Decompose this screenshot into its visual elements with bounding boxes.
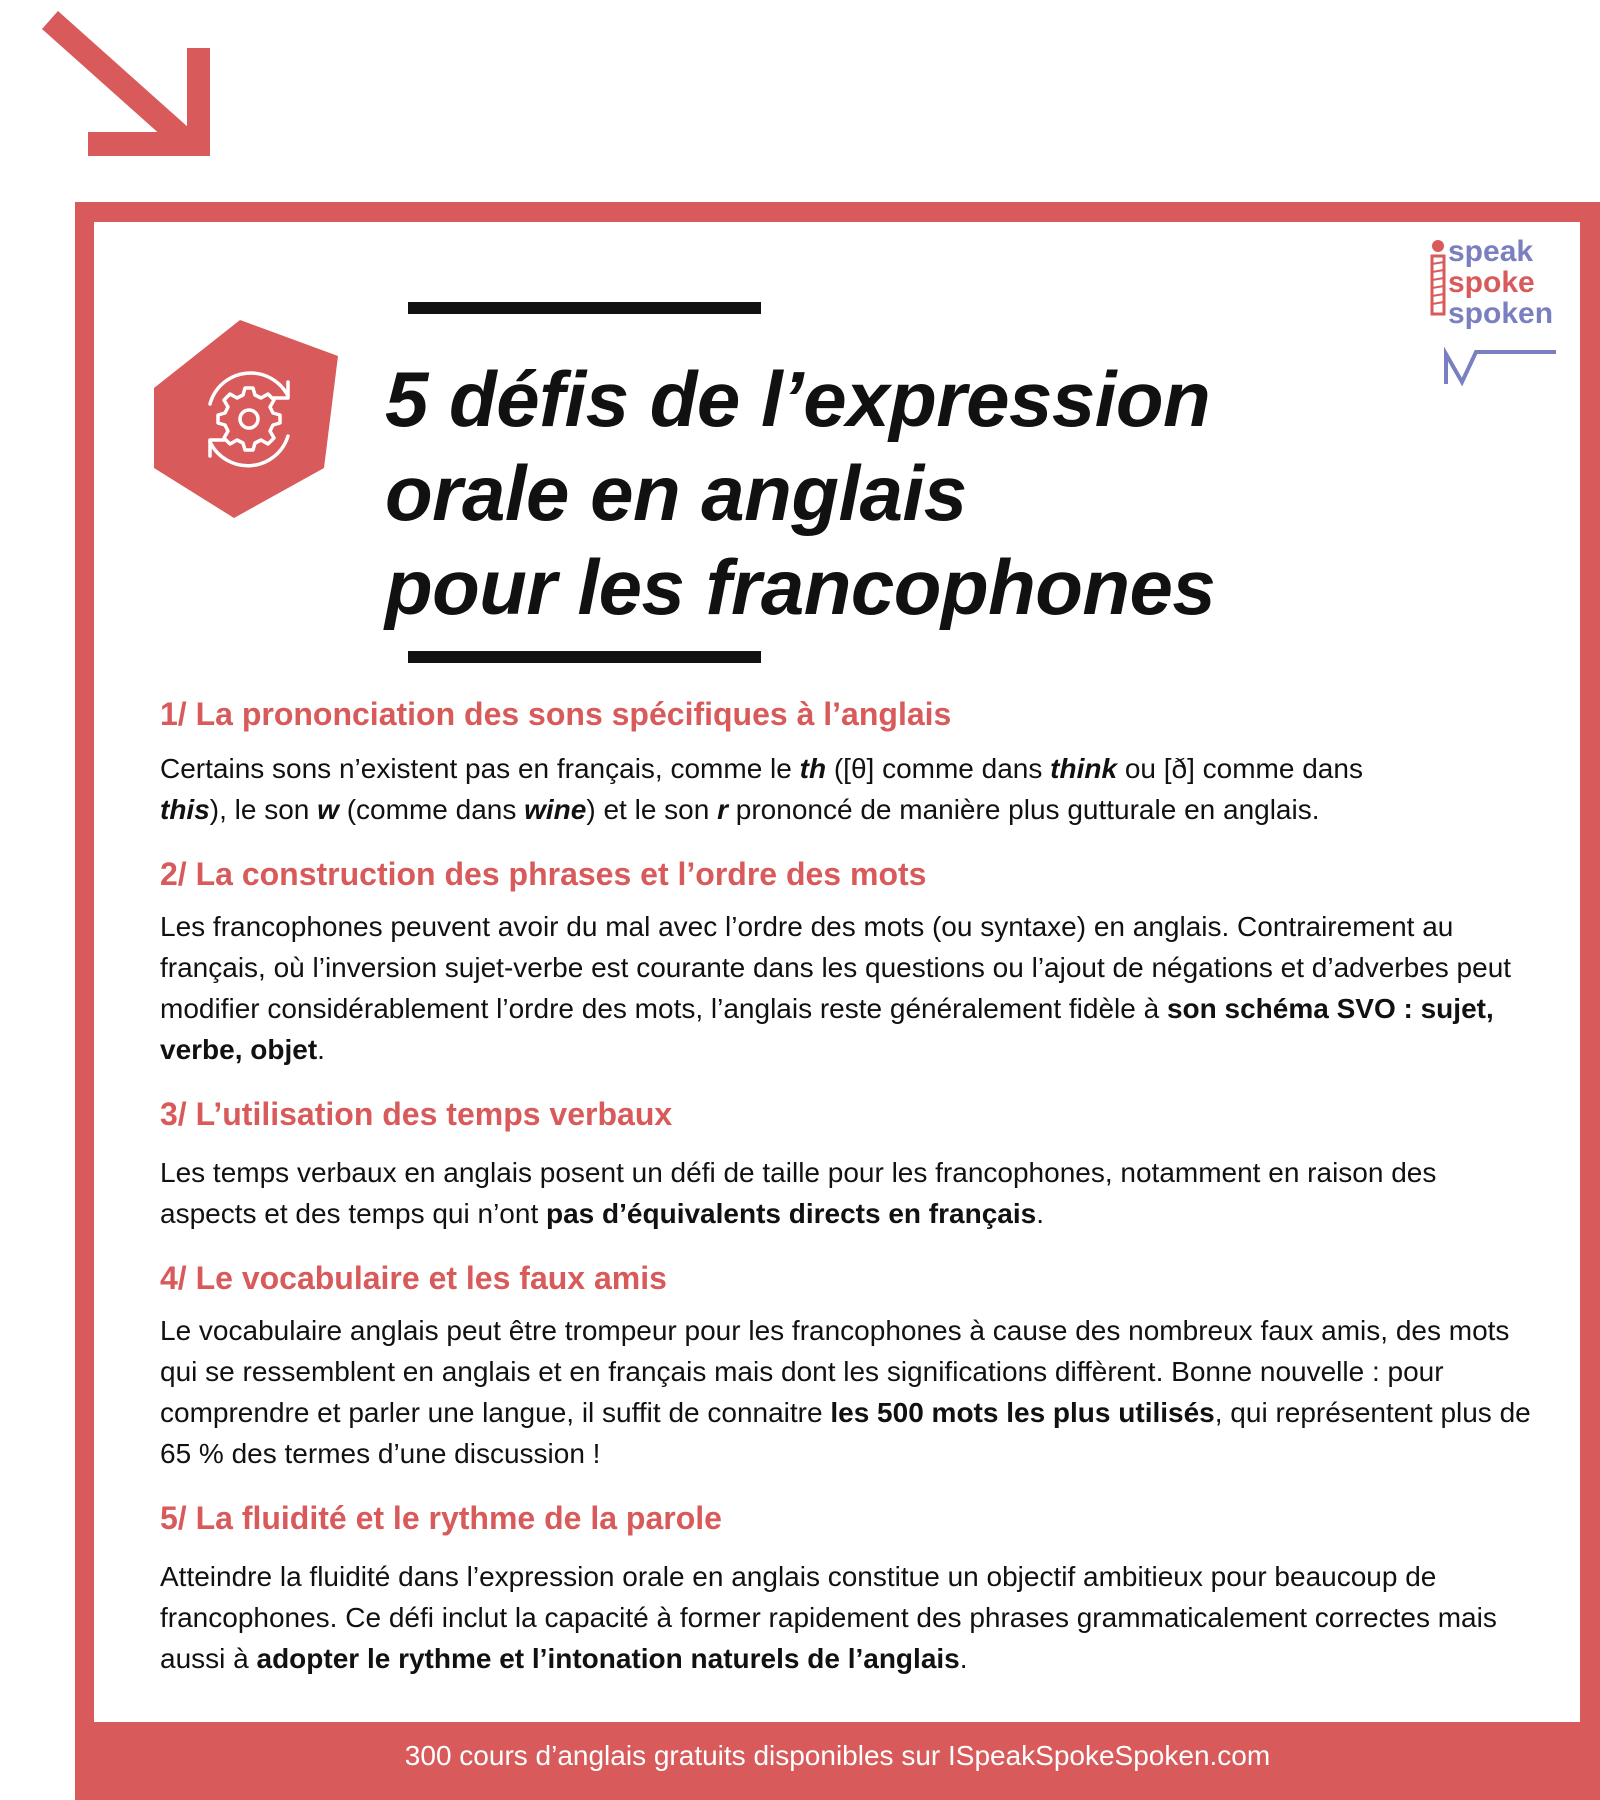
title-line-1: 5 défis de l’expression — [385, 355, 1211, 443]
section-text — [160, 1310, 1540, 1474]
brand-logo — [1428, 236, 1568, 396]
section-text — [160, 748, 1363, 830]
text-run: . — [317, 1034, 325, 1065]
section-verb-tenses — [160, 1090, 1540, 1234]
title-line-2: orale en anglais — [385, 449, 967, 537]
text-run: ([θ] comme dans — [826, 753, 1051, 784]
key-phrase: les 500 mots les plus utilisés — [830, 1397, 1215, 1428]
title-divider-top — [408, 302, 761, 314]
section-text — [160, 1556, 1540, 1679]
example-word: think — [1050, 753, 1118, 784]
logo-word-speak: speak — [1448, 235, 1534, 268]
key-phrase: adopter le rythme et l’intonation naturels de l’anglais — [256, 1643, 960, 1674]
example-word: this — [160, 794, 210, 825]
text-run: ), le son — [209, 794, 318, 825]
text-run: Atteindre la fluidité dans l’expression orale en anglais constitue un objectif ambitieux pour beaucoup de francophones. Ce défi inclut la capacité à former rapidement des phrases grammaticalement correctes mais aussi à — [160, 1561, 1497, 1674]
text-run: ) et le son — [586, 794, 718, 825]
section-fluency — [160, 1494, 1540, 1679]
example-word: th — [799, 753, 827, 784]
text-run: , qui représentent plus de 65 % des termes d’une discussion ! — [160, 1397, 1531, 1469]
page-title — [385, 352, 1285, 634]
section-pronunciation — [160, 690, 1363, 830]
text-run: prononcé de manière plus gutturale en anglais. — [728, 794, 1320, 825]
section-heading: 2/ La construction des phrases et l’ordre des mots — [160, 856, 927, 892]
section-heading: 3/ L’utilisation des temps verbaux — [160, 1096, 673, 1132]
text-run: Les francophones peuvent avoir du mal avec l’ordre des mots (ou syntaxe) en anglais. Contrairement au français, où l’inversion sujet-verbe est courante dans les questions ou l’ajout de négations et d’adverbes peut modifier considérablement l’ordre des mots, l’anglais reste généralement fidèle à — [160, 911, 1512, 1024]
key-phrase: pas d’équivalents directs en français — [546, 1198, 1037, 1229]
section-heading: 1/ La prononciation des sons spécifiques à l’anglais — [160, 696, 952, 732]
title-divider-bottom — [408, 651, 761, 663]
section-vocabulary — [160, 1254, 1540, 1474]
example-word: w — [317, 794, 339, 825]
text-run: Le vocabulaire anglais peut être trompeur pour les francophones à cause des nombreux faux amis, des mots qui se ressemblent en anglais et en français mais dont les significations diffèrent. Bonne nouvelle : pour comprendre et parler une langue, il suffit de connaitre — [160, 1315, 1510, 1428]
footer-note: 300 cours d’anglais gratuits disponibles sur ISpeakSpokeSpoken.com — [404, 1740, 1271, 1771]
text-run: . — [1036, 1198, 1044, 1229]
diagonal-arrow-icon — [40, 10, 210, 160]
key-phrase: son schéma SVO : sujet, verbe, objet — [160, 993, 1494, 1065]
section-heading: 4/ Le vocabulaire et les faux amis — [160, 1260, 667, 1296]
logo-word-spoke: spoke — [1448, 266, 1535, 299]
text-run: ou [ð] comme dans — [1117, 753, 1363, 784]
text-run: Certains sons n’existent pas en français, comme le — [160, 753, 800, 784]
title-line-3: pour les francophones — [385, 543, 1216, 631]
text-run: . — [959, 1643, 968, 1674]
section-text — [160, 1152, 1540, 1234]
section-heading: 5/ La fluidité et le rythme de la parole — [160, 1500, 722, 1536]
text-run: Les temps verbaux en anglais posent un défi de taille pour les francophones, notamment en raison des aspects et des temps qui n’ont — [160, 1157, 1437, 1229]
example-word: wine — [524, 794, 587, 825]
gear-refresh-icon — [148, 318, 344, 520]
logo-word-spoken: spoken — [1448, 297, 1554, 330]
section-sentence-order — [160, 850, 1540, 1070]
example-word: r — [717, 794, 728, 825]
section-text — [160, 906, 1540, 1070]
text-run: (comme dans — [338, 794, 525, 825]
